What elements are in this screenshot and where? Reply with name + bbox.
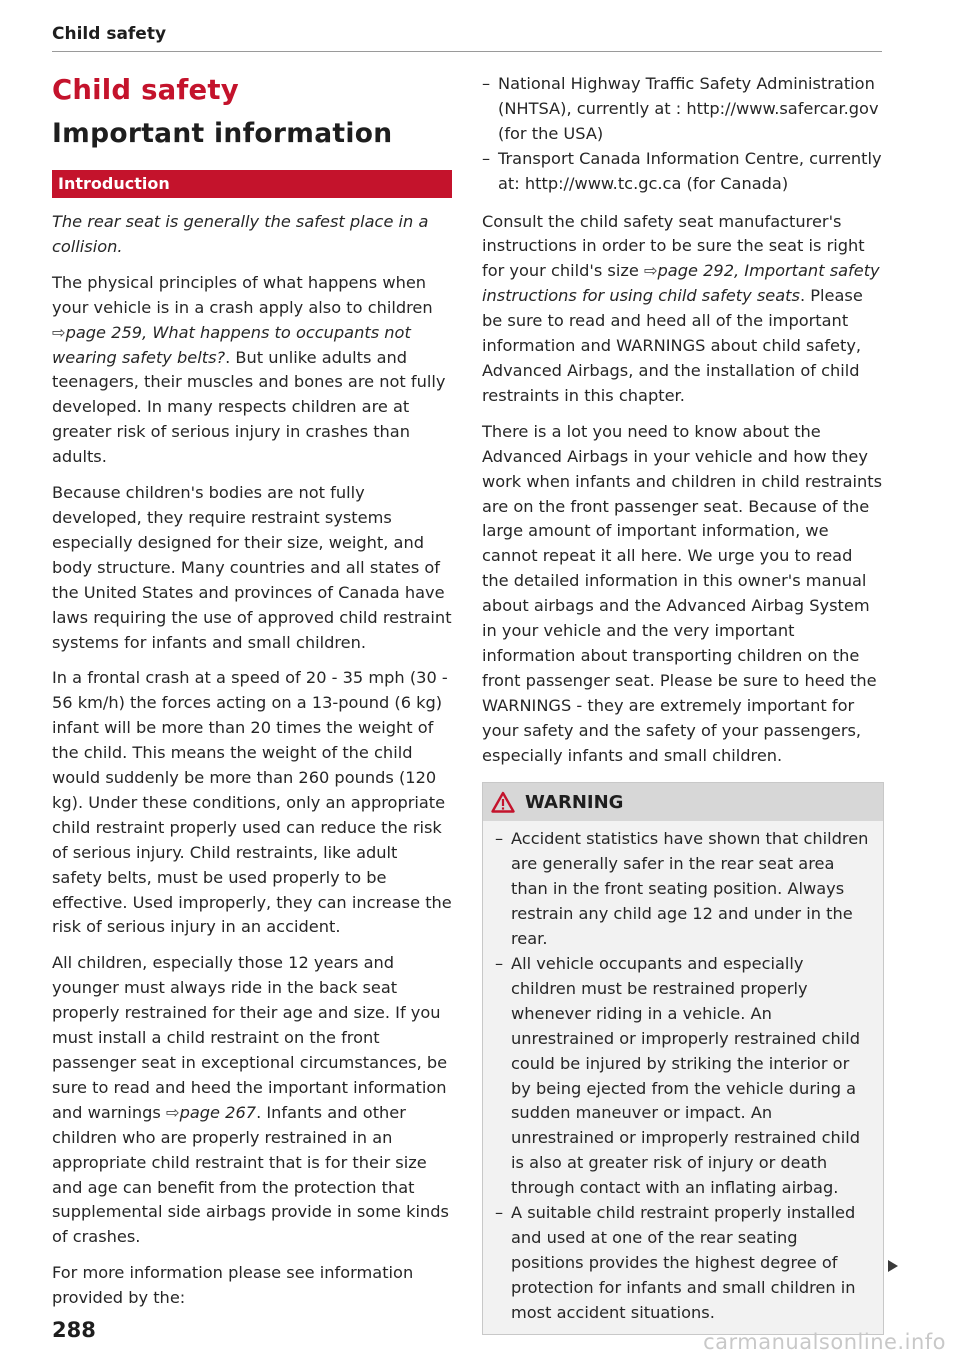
warning-list — [495, 827, 873, 1325]
paragraph-manufacturer — [482, 210, 884, 409]
running-title: Child safety — [52, 24, 167, 44]
paragraph-crash-forces: In a frontal crash at a speed of 20 - 35 mph (30 - 56 km/h) the forces acting on a 13-pound (6 kg) infant will be more than 20 times the weight of the child. This means the weight of the child would suddenly be more than 260 pounds (120 kg). Under these conditions, only an appropriate child restraint properly used can reduce the risk of serious injury. Child restraints, like adult safety belts, must be used properly to be effective. Used improperly, they can increase the risk of serious injury in an accident. — [52, 668, 452, 937]
subsection-title: Introduction — [58, 174, 170, 193]
paragraph-physics-a: The physical principles of what happens when your vehicle is in a crash apply also to children — [52, 272, 433, 317]
paragraph-more-info: For more information please see information provided by the: — [52, 1263, 414, 1308]
paragraph-back-seat-a: All children, especially those 12 years and younger must always ride in the back seat properly restrained for their age and size. If you must install a child restraint on the front passenger seat in exceptional circumstances, be sure to read and heed the important information and warnings — [52, 953, 448, 1122]
paragraph-advanced-airbags: There is a lot you need to know about the Advanced Airbags in your vehicle and how they work when infants and children in child restraints are on the front passenger seat. Because of the large amount of important information, we cannot repeat it all here. We urge you to read the detailed information in this owner's manual about airbags and the Advanced Airbag System in your vehicle and the very important information about transporting children on the front passenger seat. Please be sure to heed the WARNINGS - they are extremely important for your safety and the safety of your passengers, especially infants and small children. — [482, 421, 883, 765]
warning-item: – Accident statistics have shown that children are generally safer in the rear seat area than in the front seating position. Always restrain any child age 12 and under in the rear. — [495, 827, 873, 952]
page-reference-267[interactable] — [166, 1103, 256, 1122]
page-reference-259-text: page 259, What happens to occupants not wearing safety belts? — [52, 322, 411, 367]
paragraph-back-seat-b: . Infants and other children who are properly restrained in an appropriate child restraint that is for their size and age can benefit from the protection that supplemental side airbags provide in some kinds of crashes. — [52, 1102, 449, 1247]
intro-text: The rear seat is generally the safest place in a collision. — [52, 212, 429, 256]
paragraph-bodies: Because children's bodies are not fully developed, they require restraint systems especially designed for their size, weight, and body structure. Many countries and all states of the United States and provinces of Canada have laws requiring the use of approved child restraint systems for infants and small children. — [52, 483, 452, 652]
warning-item: – All vehicle occupants and especially children must be restrained properly whenever riding in a vehicle. An unrestrained or improperly restrained child could be injured by striking the interior or by being ejected from the vehicle during a sudden maneuver or impact. An unrestrained or improperly restrained child is also at greater risk of injury or death through contact with an inflating airbag. — [495, 952, 873, 1201]
warning-header — [483, 783, 883, 821]
list-item: – Transport Canada Information Centre, currently at: http://www.tc.gc.ca (for Canada) — [482, 147, 884, 197]
warning-item: – A suitable child restraint properly installed and used at one of the rear seating positions provides the highest degree of protection for infants and small children in most accident situations. — [495, 1201, 873, 1326]
warning-box — [482, 782, 884, 1334]
subsection-bar — [52, 170, 452, 198]
reference-arrow-icon: ⇨ — [166, 1102, 180, 1122]
right-column — [482, 72, 884, 1335]
warning-body — [483, 821, 883, 1333]
paragraph-physics-b: . But unlike adults and teenagers, their muscles and bones are not fully developed. In many respects children are at greater risk of serious injury in crashes than adults. — [52, 347, 446, 467]
reference-arrow-icon: ⇨ — [52, 322, 66, 342]
paragraph-manufacturer-a: Consult the child safety seat manufacturer's instructions in order to be sure the seat is right for your child's size — [482, 211, 865, 281]
watermark: carmanualsonline.info — [703, 1330, 946, 1354]
warning-title: WARNING — [525, 791, 624, 813]
page-number: 288 — [52, 1318, 96, 1342]
chapter-title: Child safety — [52, 74, 239, 106]
left-column — [52, 68, 452, 1322]
page-reference-267-text: page 267 — [179, 1102, 257, 1122]
paragraph-back-seat — [52, 951, 452, 1250]
warning-triangle-icon — [491, 791, 515, 813]
continue-arrow-icon — [888, 1260, 898, 1272]
section-title: Important information — [52, 118, 393, 149]
list-item: – National Highway Traffic Safety Administration (NHTSA), currently at : http://www.safercar.gov (for the USA) — [482, 72, 884, 147]
reference-arrow-icon: ⇨ — [643, 261, 658, 281]
running-header — [52, 24, 882, 52]
agency-list — [482, 72, 884, 197]
paragraph-physics — [52, 271, 452, 470]
paragraph-manufacturer-b: . Please be sure to read and heed all of the important information and WARNINGS about child safety, Advanced Airbags, and the installation of child restraints in this chapter. — [482, 286, 863, 405]
page-reference-292-text: page 292, Important safety instructions for using child safety seats — [482, 261, 880, 306]
